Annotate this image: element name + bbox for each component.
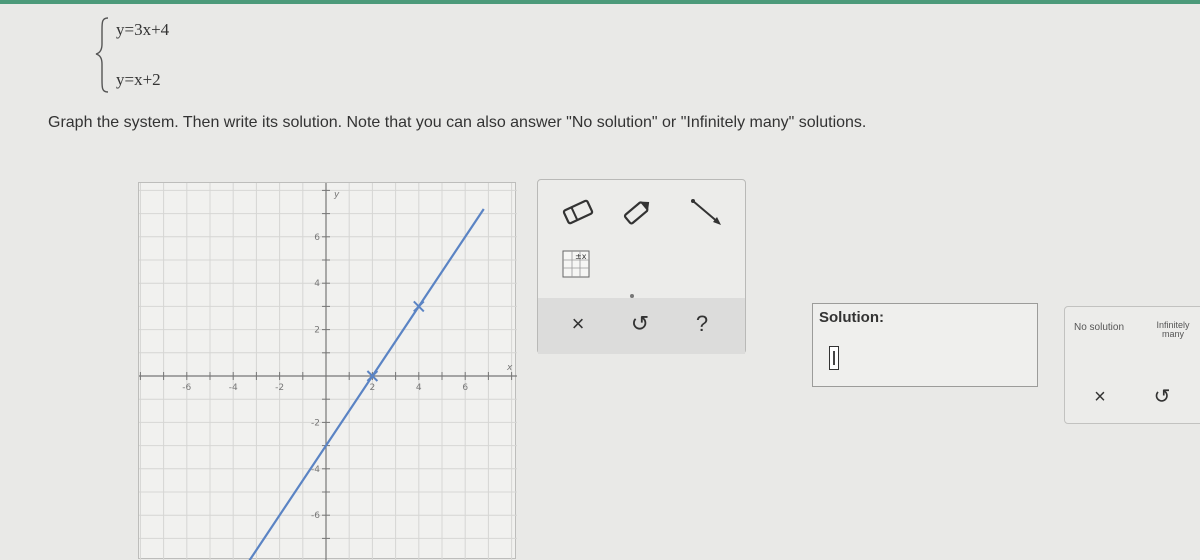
x-tick-label: 2 [369,383,376,393]
point-grid-tool-button[interactable] [556,246,596,282]
top-accent-bar [0,0,1200,4]
solution-panel [812,303,1038,387]
no-solution-button[interactable] [1073,323,1125,333]
infinitely-many-label: Infinitely many [1156,320,1190,339]
x-tick-label: -6 [182,383,192,393]
pencil-icon [621,197,655,227]
solution-input[interactable] [829,346,839,370]
undo-graph-button[interactable] [622,306,658,342]
y-tick-label: 4 [314,279,320,290]
graph-canvas[interactable] [138,182,516,559]
help-button[interactable] [684,306,720,342]
y-tick-label: -4 [311,464,320,475]
answer-choice-panel [1064,306,1200,424]
point-grid-icon [561,249,591,279]
close-icon: × [1094,386,1106,408]
palette-action-row [538,298,745,354]
y-tick-label: 6 [314,232,320,243]
graph-svg[interactable] [139,183,517,560]
help-icon: ? [695,311,709,336]
brace-icon [94,14,114,94]
no-solution-label: No solution [1073,322,1125,333]
equation-1: y=3x+4 [116,20,170,39]
graph-tool-palette [537,179,746,354]
equation-system [94,14,254,94]
x-tick-label: -2 [275,383,285,393]
clear-answer-button[interactable] [1087,387,1113,407]
undo-icon: ↺ [630,311,650,336]
clear-graph-button[interactable] [560,306,596,342]
pencil-tool-button[interactable] [618,192,658,232]
undo-icon: ↺ [1153,386,1171,408]
x-axis-label: x [507,363,513,373]
equation-2: y=x+2 [116,70,161,89]
y-tick-label: -6 [311,511,320,522]
undo-answer-button[interactable] [1149,387,1175,407]
question-prompt: Graph the system. Then write its solution. Note that you can also answer "No solution" or "Infinitely many" solutions. [48,114,867,131]
y-tick-label: -2 [311,418,320,429]
eraser-tool-button[interactable] [558,192,598,232]
eraser-icon [561,199,595,225]
y-axis-label: y [334,190,340,200]
y-tick-label: 2 [314,325,320,336]
close-icon: × [571,311,585,336]
x-tick-label: -4 [228,383,238,393]
line-segment-icon [689,197,723,227]
x-tick-label: 6 [462,383,469,393]
plotted-line [182,209,484,560]
x-tick-label: 4 [415,383,422,393]
solution-label: Solution: [819,309,884,326]
svg-text:±x: ±x [575,252,587,261]
line-tool-button[interactable] [686,192,726,232]
infinitely-many-button[interactable] [1147,321,1199,339]
